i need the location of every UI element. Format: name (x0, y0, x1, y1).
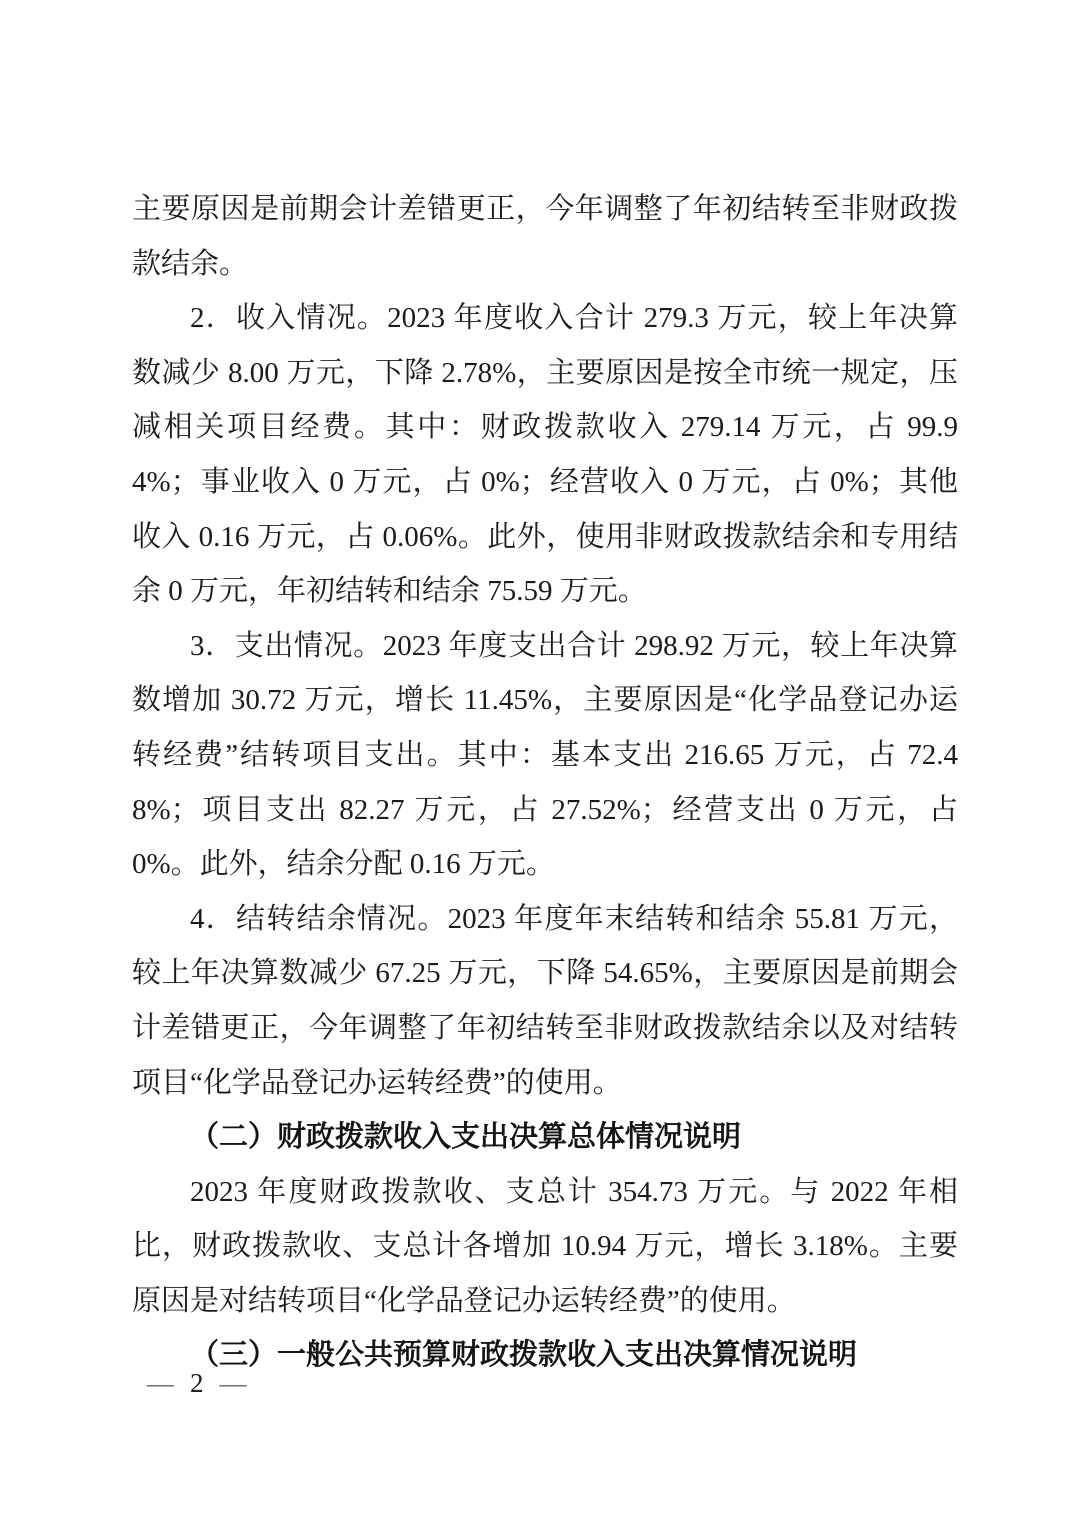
page-footer (147, 1363, 247, 1403)
footer-dash-right: — (219, 1368, 247, 1398)
section-heading-fiscal-appropriation-overview: （二）财政拨款收入支出决算总体情况说明 (190, 1121, 742, 1154)
paragraph-carryover-balance-situation: 4．结转结余情况。2023 年度年末结转和结余 55.81 万元，较上年决算数减少 67.25 万元，下降 54.65%，主要原因是前期会计差错更正，今年调整了年初结转至非财政拨款结余以及对结转项目“化学品登记办运转经费”的使用。 (132, 902, 958, 1099)
paragraph-income-situation: 2．收入情况。2023 年度收入合计 279.3 万元，较上年决算数减少 8.00 万元，下降 2.78%，主要原因是按全市统一规定，压减相关项目经费。其中：财政拨款收入 279.14 万元，占 99.94%；事业收入 0 万元，占 0%；经营收入 0 万元，占 0%；其他收入 0.16 万元，占 0.06%。此外，使用非财政拨款结余和专用结余 0 万元，年初结转和结余 75.59 万元。 (132, 302, 958, 608)
document-body (132, 182, 958, 1383)
page-number: 2 (190, 1368, 204, 1398)
paragraph-fiscal-appropriation-total: 2023 年度财政拨款收、支总计 354.73 万元。与 2022 年相比，财政拨款收、支总计各增加 10.94 万元，增长 3.18%。主要原因是对结转项目“化学品登记办运转经费”的使用。 (132, 1175, 958, 1317)
paragraph-expenditure-situation: 3．支出情况。2023 年度支出合计 298.92 万元，较上年决算数增加 30.72 万元，增长 11.45%，主要原因是“化学品登记办运转经费”结转项目支出。其中：基本支出 216.65 万元，占 72.48%；项目支出 82.27 万元，占 27.52%；经营支出 0 万元，占 0%。此外，结余分配 0.16 万元。 (132, 629, 958, 881)
section-heading-general-public-budget: （三）一般公共预算财政拨款收入支出决算情况说明 (190, 1339, 858, 1372)
footer-dash-left: — (147, 1368, 174, 1398)
paragraph-continuation-carryover-reason: 主要原因是前期会计差错更正，今年调整了年初结转至非财政拨款结余。 (132, 193, 958, 280)
